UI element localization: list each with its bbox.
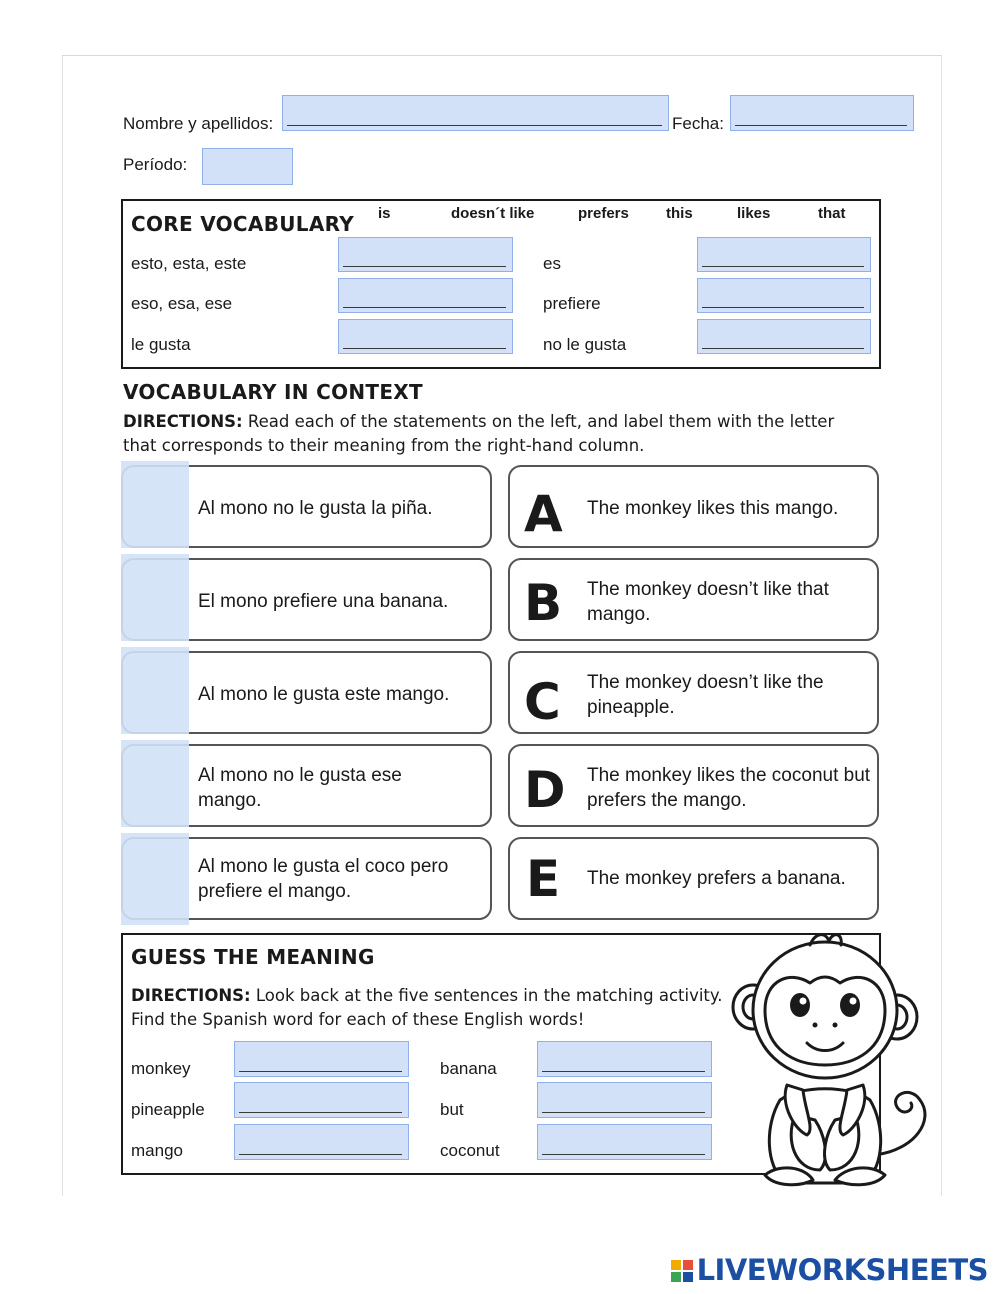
guess-answer-input[interactable] xyxy=(234,1082,409,1118)
guess-word-label: but xyxy=(440,1100,464,1119)
name-label: Nombre y apellidos: xyxy=(123,114,274,133)
directions-label: DIRECTIONS: xyxy=(131,986,251,1005)
directions-text: Read each of the statements on the left, and label them with the letter xyxy=(242,412,835,431)
statement-text: Al mono no le gusta la piña. xyxy=(198,498,433,519)
name-input[interactable] xyxy=(282,95,669,131)
vocab-answer-input[interactable] xyxy=(697,319,871,354)
vocab-answer-input[interactable] xyxy=(338,319,513,354)
core-vocabulary-title: CORE VOCABULARY xyxy=(131,212,354,236)
liveworksheets-logo[interactable] xyxy=(671,1253,988,1287)
word-bank-item: likes xyxy=(737,205,771,222)
word-bank-item: that xyxy=(818,205,846,222)
option-card-e xyxy=(508,837,879,920)
vocab-row-label: prefiere xyxy=(543,294,601,313)
guess-word-label: mango xyxy=(131,1141,183,1160)
option-text: The monkey likes the coconut but prefers the mango. xyxy=(587,765,871,811)
vocab-context-title: VOCABULARY IN CONTEXT xyxy=(123,380,423,404)
word-bank-item: prefers xyxy=(578,205,629,222)
vocab-answer-input[interactable] xyxy=(697,278,871,313)
option-text: The monkey prefers a banana. xyxy=(587,868,846,889)
vocab-answer-input[interactable] xyxy=(697,237,871,272)
option-letter: E xyxy=(526,850,561,908)
letter-answer-input[interactable] xyxy=(121,740,189,827)
liveworksheets-logo-icon xyxy=(671,1260,693,1282)
option-text: The monkey doesn’t like the pineapple. xyxy=(587,672,824,718)
option-text: The monkey doesn’t like that mango. xyxy=(587,579,829,625)
letter-answer-input[interactable] xyxy=(121,554,189,641)
vocab-row-label: es xyxy=(543,254,561,273)
period-label: Período: xyxy=(123,155,188,174)
option-letter: C xyxy=(524,673,561,731)
vocab-row-label: eso, esa, ese xyxy=(131,294,233,313)
word-bank-item: this xyxy=(666,205,693,222)
date-input[interactable] xyxy=(730,95,914,131)
letter-answer-input[interactable] xyxy=(121,647,189,734)
vocab-row-label: esto, esta, este xyxy=(131,254,247,273)
word-bank-item: is xyxy=(378,205,391,222)
guess-word-label: coconut xyxy=(440,1141,500,1160)
vocab-answer-input[interactable] xyxy=(338,237,513,272)
guess-answer-input[interactable] xyxy=(537,1124,712,1160)
statement-text: Al mono le gusta el coco pero prefiere el mango. xyxy=(198,856,449,902)
option-text: The monkey likes this mango. xyxy=(587,498,839,519)
statement-text: Al mono no le gusta ese mango. xyxy=(198,765,402,811)
guess-meaning-directions xyxy=(131,984,741,1032)
letter-answer-input[interactable] xyxy=(121,461,189,548)
statement-text: Al mono le gusta este mango. xyxy=(198,684,450,705)
guess-answer-input[interactable] xyxy=(537,1041,712,1077)
option-letter: A xyxy=(524,485,563,543)
monkey-illustration xyxy=(725,925,940,1195)
brand-name: LIVEWORKSHEETS xyxy=(696,1253,988,1287)
directions-text: Find the Spanish word for each of these English words! xyxy=(131,1010,585,1029)
directions-text: Look back at the five sentences in the matching activity. xyxy=(250,986,723,1005)
option-letter: B xyxy=(524,574,563,632)
word-bank-item: doesn´t like xyxy=(451,205,535,222)
guess-answer-input[interactable] xyxy=(234,1041,409,1077)
vocab-context-directions xyxy=(123,410,883,458)
directions-label: DIRECTIONS: xyxy=(123,412,243,431)
guess-answer-input[interactable] xyxy=(537,1082,712,1118)
option-letter: D xyxy=(524,761,566,819)
period-input[interactable] xyxy=(202,148,293,185)
guess-meaning-title: GUESS THE MEANING xyxy=(131,945,375,969)
guess-word-label: banana xyxy=(440,1059,497,1078)
statement-text: El mono prefiere una banana. xyxy=(198,591,449,612)
option-card-b xyxy=(508,558,879,641)
guess-word-label: monkey xyxy=(131,1059,191,1078)
vocab-row-label: le gusta xyxy=(131,335,191,354)
vocab-row-label: no le gusta xyxy=(543,335,627,354)
guess-word-label: pineapple xyxy=(131,1100,205,1119)
directions-text: that corresponds to their meaning from the right-hand column. xyxy=(123,436,645,455)
vocab-answer-input[interactable] xyxy=(338,278,513,313)
guess-answer-input[interactable] xyxy=(234,1124,409,1160)
option-card-c xyxy=(508,651,879,734)
date-label: Fecha: xyxy=(672,114,724,133)
option-card-d xyxy=(508,744,879,827)
option-card-a xyxy=(508,465,879,548)
letter-answer-input[interactable] xyxy=(121,833,189,925)
